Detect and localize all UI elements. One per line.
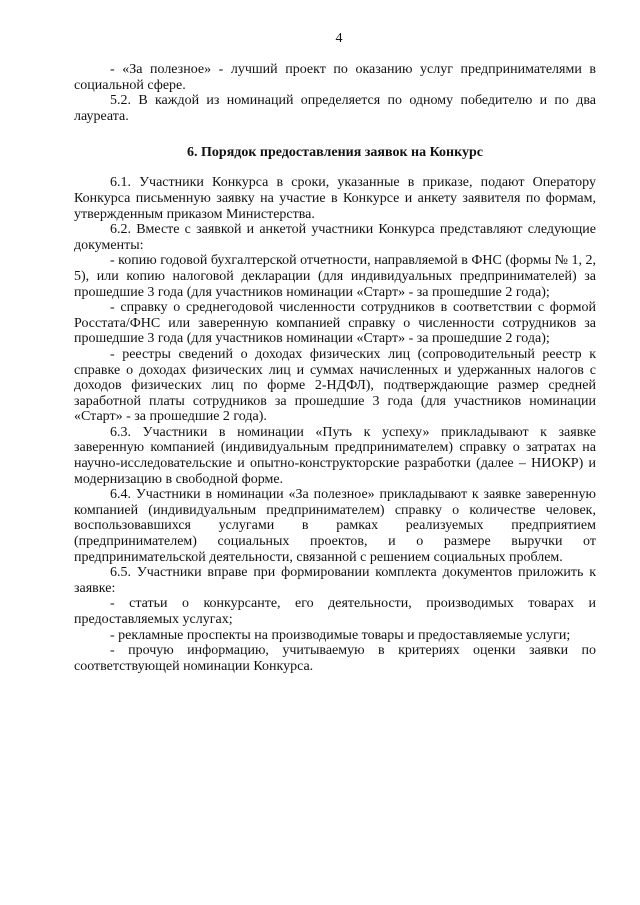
list-item-employee-count: - справку о среднегодовой численности сотрудников в соответствии с формой Росстата/ФНС или заверенную компанией справку о численности сотрудников за прошедшие 3 года (для участников номинации «Старт» - за прошедшие 2 года);	[74, 300, 596, 347]
paragraph-6-1: 6.1. Участники Конкурса в сроки, указанные в приказе, подают Оператору Конкурса письменную заявку на участие в Конкурсе и анкету заявителя по формам, утвержденным приказом Министерства.	[74, 175, 596, 222]
paragraph-6-5: 6.5. Участники вправе при формировании комплекта документов приложить к заявке:	[74, 565, 596, 596]
paragraph-5-2: 5.2. В каждой из номинаций определяется по одному победителю и по два лауреата.	[74, 93, 596, 124]
paragraph-6-4: 6.4. Участники в номинации «За полезное» прикладывают к заявке заверенную компанией (индивидуальным предпринимателем) справку о количестве человек, воспользовавшихся услугами в рамках реализуемых предприятием (предпринимателем) социальных проектов, и о размере выручки от предпринимательской деятельности, связанной с решением социальных проблем.	[74, 487, 596, 565]
list-item-other-info: - прочую информацию, учитываемую в критериях оценки заявки по соответствующей номинации Конкурса.	[74, 643, 596, 674]
page-number: 4	[335, 31, 343, 46]
list-item-income-registers: - реестры сведений о доходах физических лиц (сопроводительный реестр к справке о доходах физических лиц и суммах начисленных и удержанных налогов с доходов физических лиц по форме 2-НДФЛ), подтверждающие размер средней заработной платы сотрудников за прошедшие 3 года (для участников номинации «Старт» - за прошедшие 2 года).	[74, 346, 596, 425]
document-page	[74, 30, 596, 674]
list-item-brochures: - рекламные проспекты на производимые товары и предоставляемые услуги;	[110, 627, 571, 643]
list-item-accounting-report: - копию годовой бухгалтерской отчетности, направляемой в ФНС (формы № 1, 2, 5), или копию налоговой декларации (для индивидуальных предпринимателей) за прошедшие 3 года (для участников номинации «Старт» - за прошедшие 2 года);	[74, 253, 596, 300]
paragraph-nomination-za-poleznoe: - «За полезное» - лучший проект по оказанию услуг предпринимателями в социальной сфере.	[74, 62, 596, 93]
paragraph-6-2: 6.2. Вместе с заявкой и анкетой участники Конкурса представляют следующие документы:	[74, 222, 596, 253]
list-item-articles: - статьи о конкурсанте, его деятельности, производимых товарах и предоставляемых услугах;	[74, 596, 596, 627]
section-title: 6. Порядок предоставления заявок на Конкурс	[187, 145, 483, 161]
paragraph-6-3: 6.3. Участники в номинации «Путь к успеху» прикладывают к заявке заверенную компанией (индивидуальным предпринимателем) справку о затратах на научно-исследовательские и опытно-конструкторские разработки (далее – НИОКР) и модернизацию в свободной форме.	[74, 424, 596, 487]
